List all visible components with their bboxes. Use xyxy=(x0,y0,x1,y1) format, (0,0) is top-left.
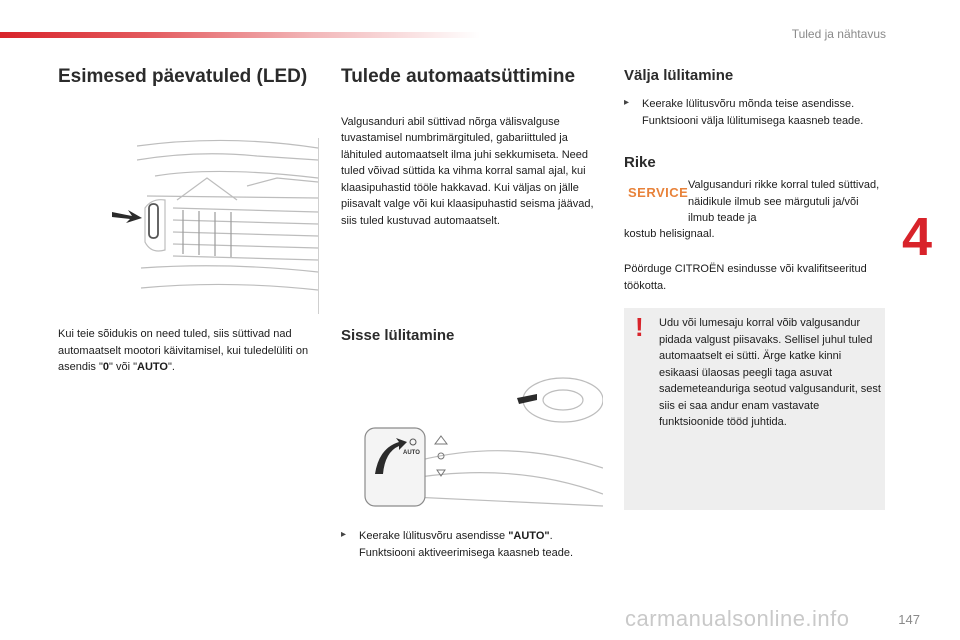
watermark: carmanualsonline.info xyxy=(625,606,850,631)
section-title-drl: Esimesed päevatuled (LED) xyxy=(58,66,308,87)
failure-description: Valgusanduri rikke korral tuled süttivad, näidikule ilmub see märgutuli ja/või ilmub teade ja xyxy=(688,179,880,224)
switch-on-instruction: ▸ Keerake lülitusvõru asendisse "AUTO". Funktsiooni aktiveerimisega kaasneb teade. xyxy=(341,528,603,561)
chapter-title: Tuled ja nähtavus xyxy=(791,27,886,41)
service-warning-icon: SERVICE xyxy=(628,185,689,200)
section-title-auto-lighting: Tulede automaatsüttimine xyxy=(341,66,576,87)
column-switch-off xyxy=(624,64,886,129)
warning-box xyxy=(624,308,885,510)
column-auto-lighting xyxy=(341,64,603,229)
chapter-color-bar xyxy=(0,32,480,38)
warning-text: Udu või lumesaju korral võib valgusandur pidada valgust piisavaks. Sellisel juhul tuled automaatselt ei sütti. Ärge katke kinni esikaasi ülaosas peegli taga asuvat sademeteanduriga seotud valgusandurit, sest siis ei saa andur enam vastavate funktsioonide tööd juhtida. xyxy=(659,317,881,428)
svg-text:AUTO: AUTO xyxy=(403,450,420,456)
pointer-arrow-icon xyxy=(112,208,142,224)
front-bumper-led-illustration xyxy=(137,138,319,314)
drl-description: Kui teie sõidukis on need tuled, siis süttivad nad automaatselt mootori käivitamisel, kui tuledelüliti on asendis "0" või "AUTO". xyxy=(58,328,309,373)
section-title-failure: Rike xyxy=(624,154,656,171)
auto-lighting-description: Valgusanduri abil süttivad nõrga välisvalguse tuvastamisel numbrimärgituled, gabariittuled ja lähituled automaatselt ilma juhi sekkumiseta. Need tuled võivad süttida ka vihma korral samal ajal, kui klaasipuhastid tööle hakkavad. Kui väljas on jälle piisavalt valge või kui klaasipuhastid seisma jäävad, siis tuled kustuvad automaatselt. xyxy=(341,115,594,227)
chapter-number-tab: 4 xyxy=(902,207,933,267)
page-number: 147 xyxy=(898,612,920,627)
arrow-bullet-icon: ▸ xyxy=(624,97,630,108)
section-title-switch-on: Sisse lülitamine xyxy=(341,327,455,344)
section-title-switch-off: Välja lülitamine xyxy=(624,67,734,84)
failure-description-end: kostub helisignaal. xyxy=(624,228,715,240)
warning-icon: ! xyxy=(635,312,644,342)
switch-off-instruction: ▸ Keerake lülitusvõru mõnda teise asendisse. Funktsiooni välja lülitumisega kaasneb teade. xyxy=(624,96,886,129)
column-drl xyxy=(58,64,320,90)
arrow-bullet-icon: ▸ xyxy=(341,529,347,540)
light-stalk-illustration xyxy=(341,376,603,514)
contact-dealer-text: Pöörduge CITROËN esindusse või kvalifitseeritud töökotta. xyxy=(624,263,867,292)
